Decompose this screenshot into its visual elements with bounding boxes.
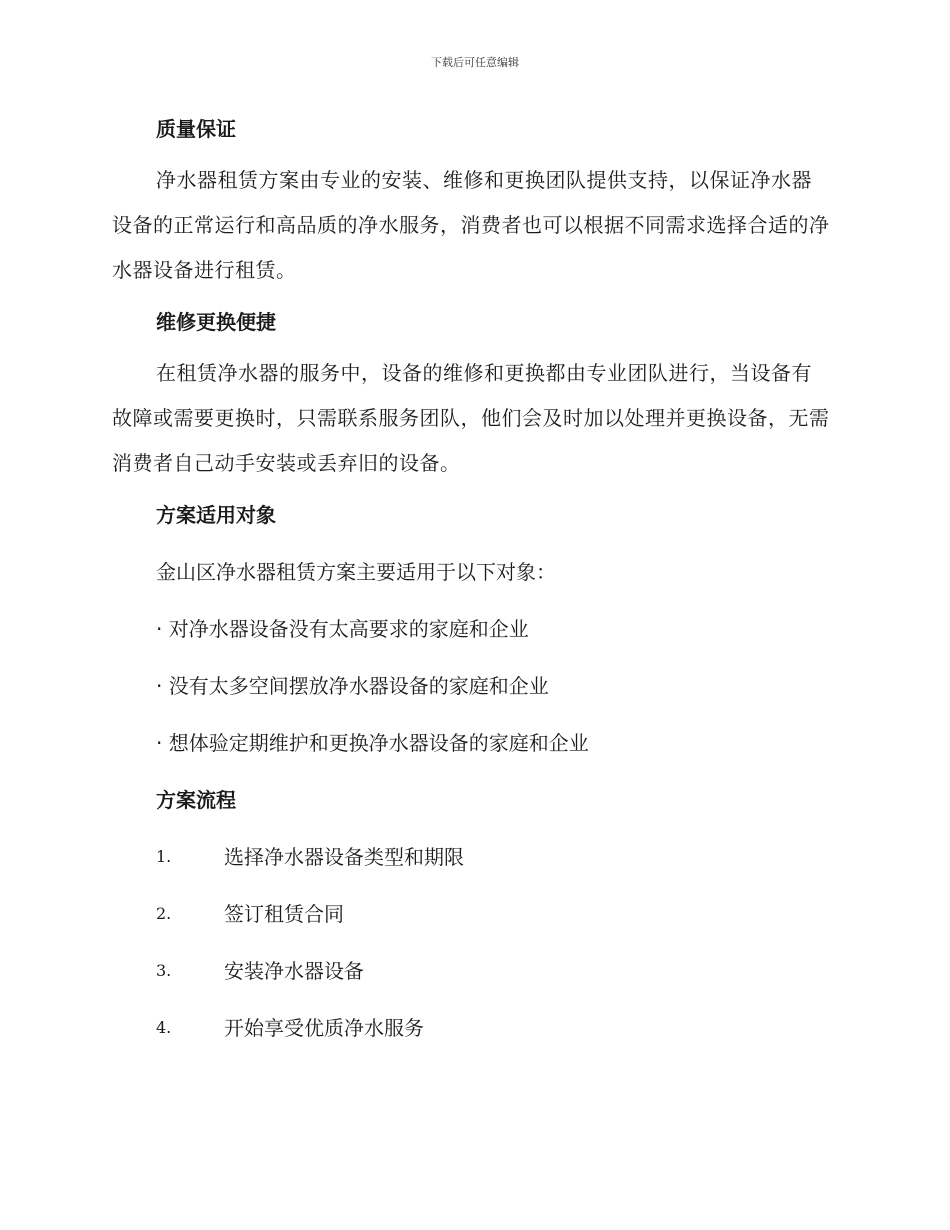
document-body [112,112,832,1045]
paragraph-quality: 净水器租赁方案由专业的安装、维修和更换团队提供支持，以保证净水器设备的正常运行和高品质的净水服务，消费者也可以根据不同需求选择合适的净水器设备进行租赁。 [112,168,830,282]
section-heading-process: 方案流程 [156,788,236,812]
step-text: 选择净水器设备类型和期限 [224,845,464,869]
process-step [156,897,832,931]
process-step [156,954,832,988]
step-number: 4. [156,1018,172,1037]
section-heading-quality: 质量保证 [156,117,236,141]
step-text: 安装净水器设备 [224,959,364,983]
header-note: 下载后可任意编辑 [431,56,519,69]
process-step [156,1011,832,1045]
section-heading-maintenance: 维修更换便捷 [156,310,276,334]
audience-intro: 金山区净水器租赁方案主要适用于以下对象： [156,560,556,584]
step-text: 开始享受优质净水服务 [224,1016,424,1040]
paragraph-maintenance: 在租赁净水器的服务中，设备的维修和更换都由专业团队进行，当设备有故障或需要更换时，只需联系服务团队，他们会及时加以处理并更换设备，无需消费者自己动手安装或丢弃旧的设备。 [112,361,830,475]
step-number: 3. [156,961,172,980]
step-number: 2. [156,904,172,923]
list-item: · 对净水器设备没有太高要求的家庭和企业 [156,617,529,641]
process-step [156,840,832,874]
list-item: · 想体验定期维护和更换净水器设备的家庭和企业 [156,731,589,755]
list-item: · 没有太多空间摆放净水器设备的家庭和企业 [156,674,549,698]
section-heading-audience: 方案适用对象 [156,503,276,527]
step-text: 签订租赁合同 [224,902,344,926]
step-number: 1. [156,847,172,866]
